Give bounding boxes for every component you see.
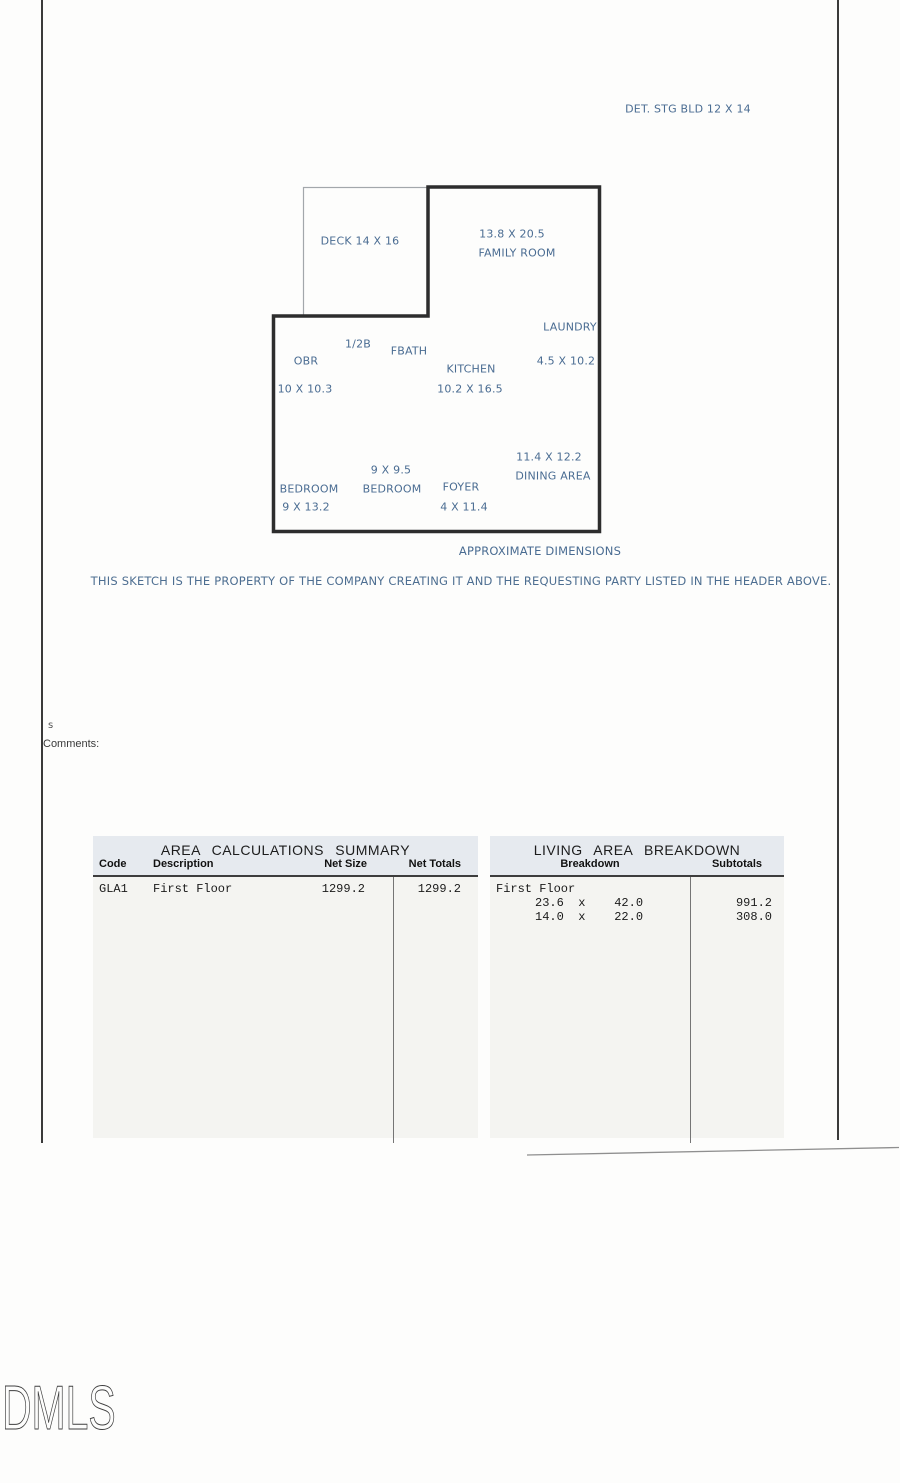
cell-subtotal: 308.0 [735, 910, 772, 924]
living-area-breakdown-table [490, 836, 784, 1138]
room-label-bedroom1: BEDROOM [279, 482, 339, 496]
area-calc-column-divider [393, 877, 394, 1143]
room-size-obr: 10 X 10.3 [277, 382, 333, 396]
cell-subtotal: 991.2 [735, 896, 772, 910]
room-size-dining: 11.4 X 12.2 [516, 450, 582, 464]
room-label-half-bath: 1/2B [344, 337, 372, 351]
cell-net-totals: 1299.2 [417, 882, 461, 896]
living-area-header [490, 836, 784, 877]
det-stg-bld-label: DET. STG BLD 12 X 14 [625, 102, 751, 116]
room-label-family-room: FAMILY ROOM [478, 246, 556, 260]
dmls-watermark: DMLS [2, 1374, 116, 1443]
area-calc-body [93, 877, 478, 1143]
col-description: Description [153, 858, 214, 870]
cell-calculation: 14.0 x 22.0 [535, 910, 644, 924]
room-label-foyer: FOYER [442, 480, 480, 494]
room-label-obr: OBR [293, 354, 319, 368]
living-area-title: LIVING AREA BREAKDOWN [533, 842, 741, 858]
room-label-bedroom2: BEDROOM [362, 482, 422, 496]
living-area-body [490, 877, 784, 1143]
sketch-disclaimer: THIS SKETCH IS THE PROPERTY OF THE COMPANY CREATING IT AND THE REQUESTING PARTY LISTED IN THE HEADER ABOVE. [90, 574, 832, 588]
table-group-row [490, 882, 784, 896]
deck-outline [304, 188, 429, 317]
page-border-right [837, 0, 839, 1140]
cell-calculation: 23.6 x 42.0 [535, 896, 644, 910]
scan-artifact-line [527, 1148, 899, 1156]
col-subtotals: Subtotals [711, 858, 763, 870]
page-border-left [41, 0, 43, 1143]
room-label-deck: DECK 14 X 16 [320, 234, 400, 248]
stray-scan-character: s [48, 720, 54, 731]
col-net-size: Net Size [324, 858, 367, 870]
room-size-bedroom1: 9 X 13.2 [282, 500, 330, 514]
cell-code: GLA1 [99, 882, 128, 896]
room-label-laundry: LAUNDRY [543, 320, 597, 334]
col-code: Code [99, 858, 127, 870]
cell-net-size: 1299.2 [321, 882, 365, 896]
room-label-kitchen: KITCHEN [446, 362, 496, 376]
comments-label: Comments: [43, 738, 100, 750]
cell-group-label: First Floor [496, 882, 576, 896]
area-calc-columns [93, 858, 478, 872]
room-size-family-room: 13.8 X 20.5 [479, 227, 545, 241]
table-row [490, 896, 784, 910]
room-size-foyer: 4 X 11.4 [440, 500, 488, 514]
room-size-laundry: 4.5 X 10.2 [536, 354, 596, 368]
living-area-columns [490, 858, 784, 872]
col-net-totals: Net Totals [408, 858, 461, 870]
col-breakdown: Breakdown [560, 858, 620, 870]
room-size-kitchen: 10.2 X 16.5 [437, 382, 503, 396]
area-calculations-table [93, 836, 478, 1138]
table-row [490, 910, 784, 924]
table-row [93, 882, 478, 896]
cell-description: First Floor [153, 882, 233, 896]
area-calc-header [93, 836, 478, 877]
approximate-dimensions-note: APPROXIMATE DIMENSIONS [458, 544, 622, 558]
room-label-full-bath: FBATH [390, 344, 428, 358]
area-calc-title: AREA CALCULATIONS SUMMARY [160, 842, 411, 858]
room-size-bedroom2: 9 X 9.5 [370, 463, 412, 477]
room-label-dining: DINING AREA [515, 469, 591, 483]
